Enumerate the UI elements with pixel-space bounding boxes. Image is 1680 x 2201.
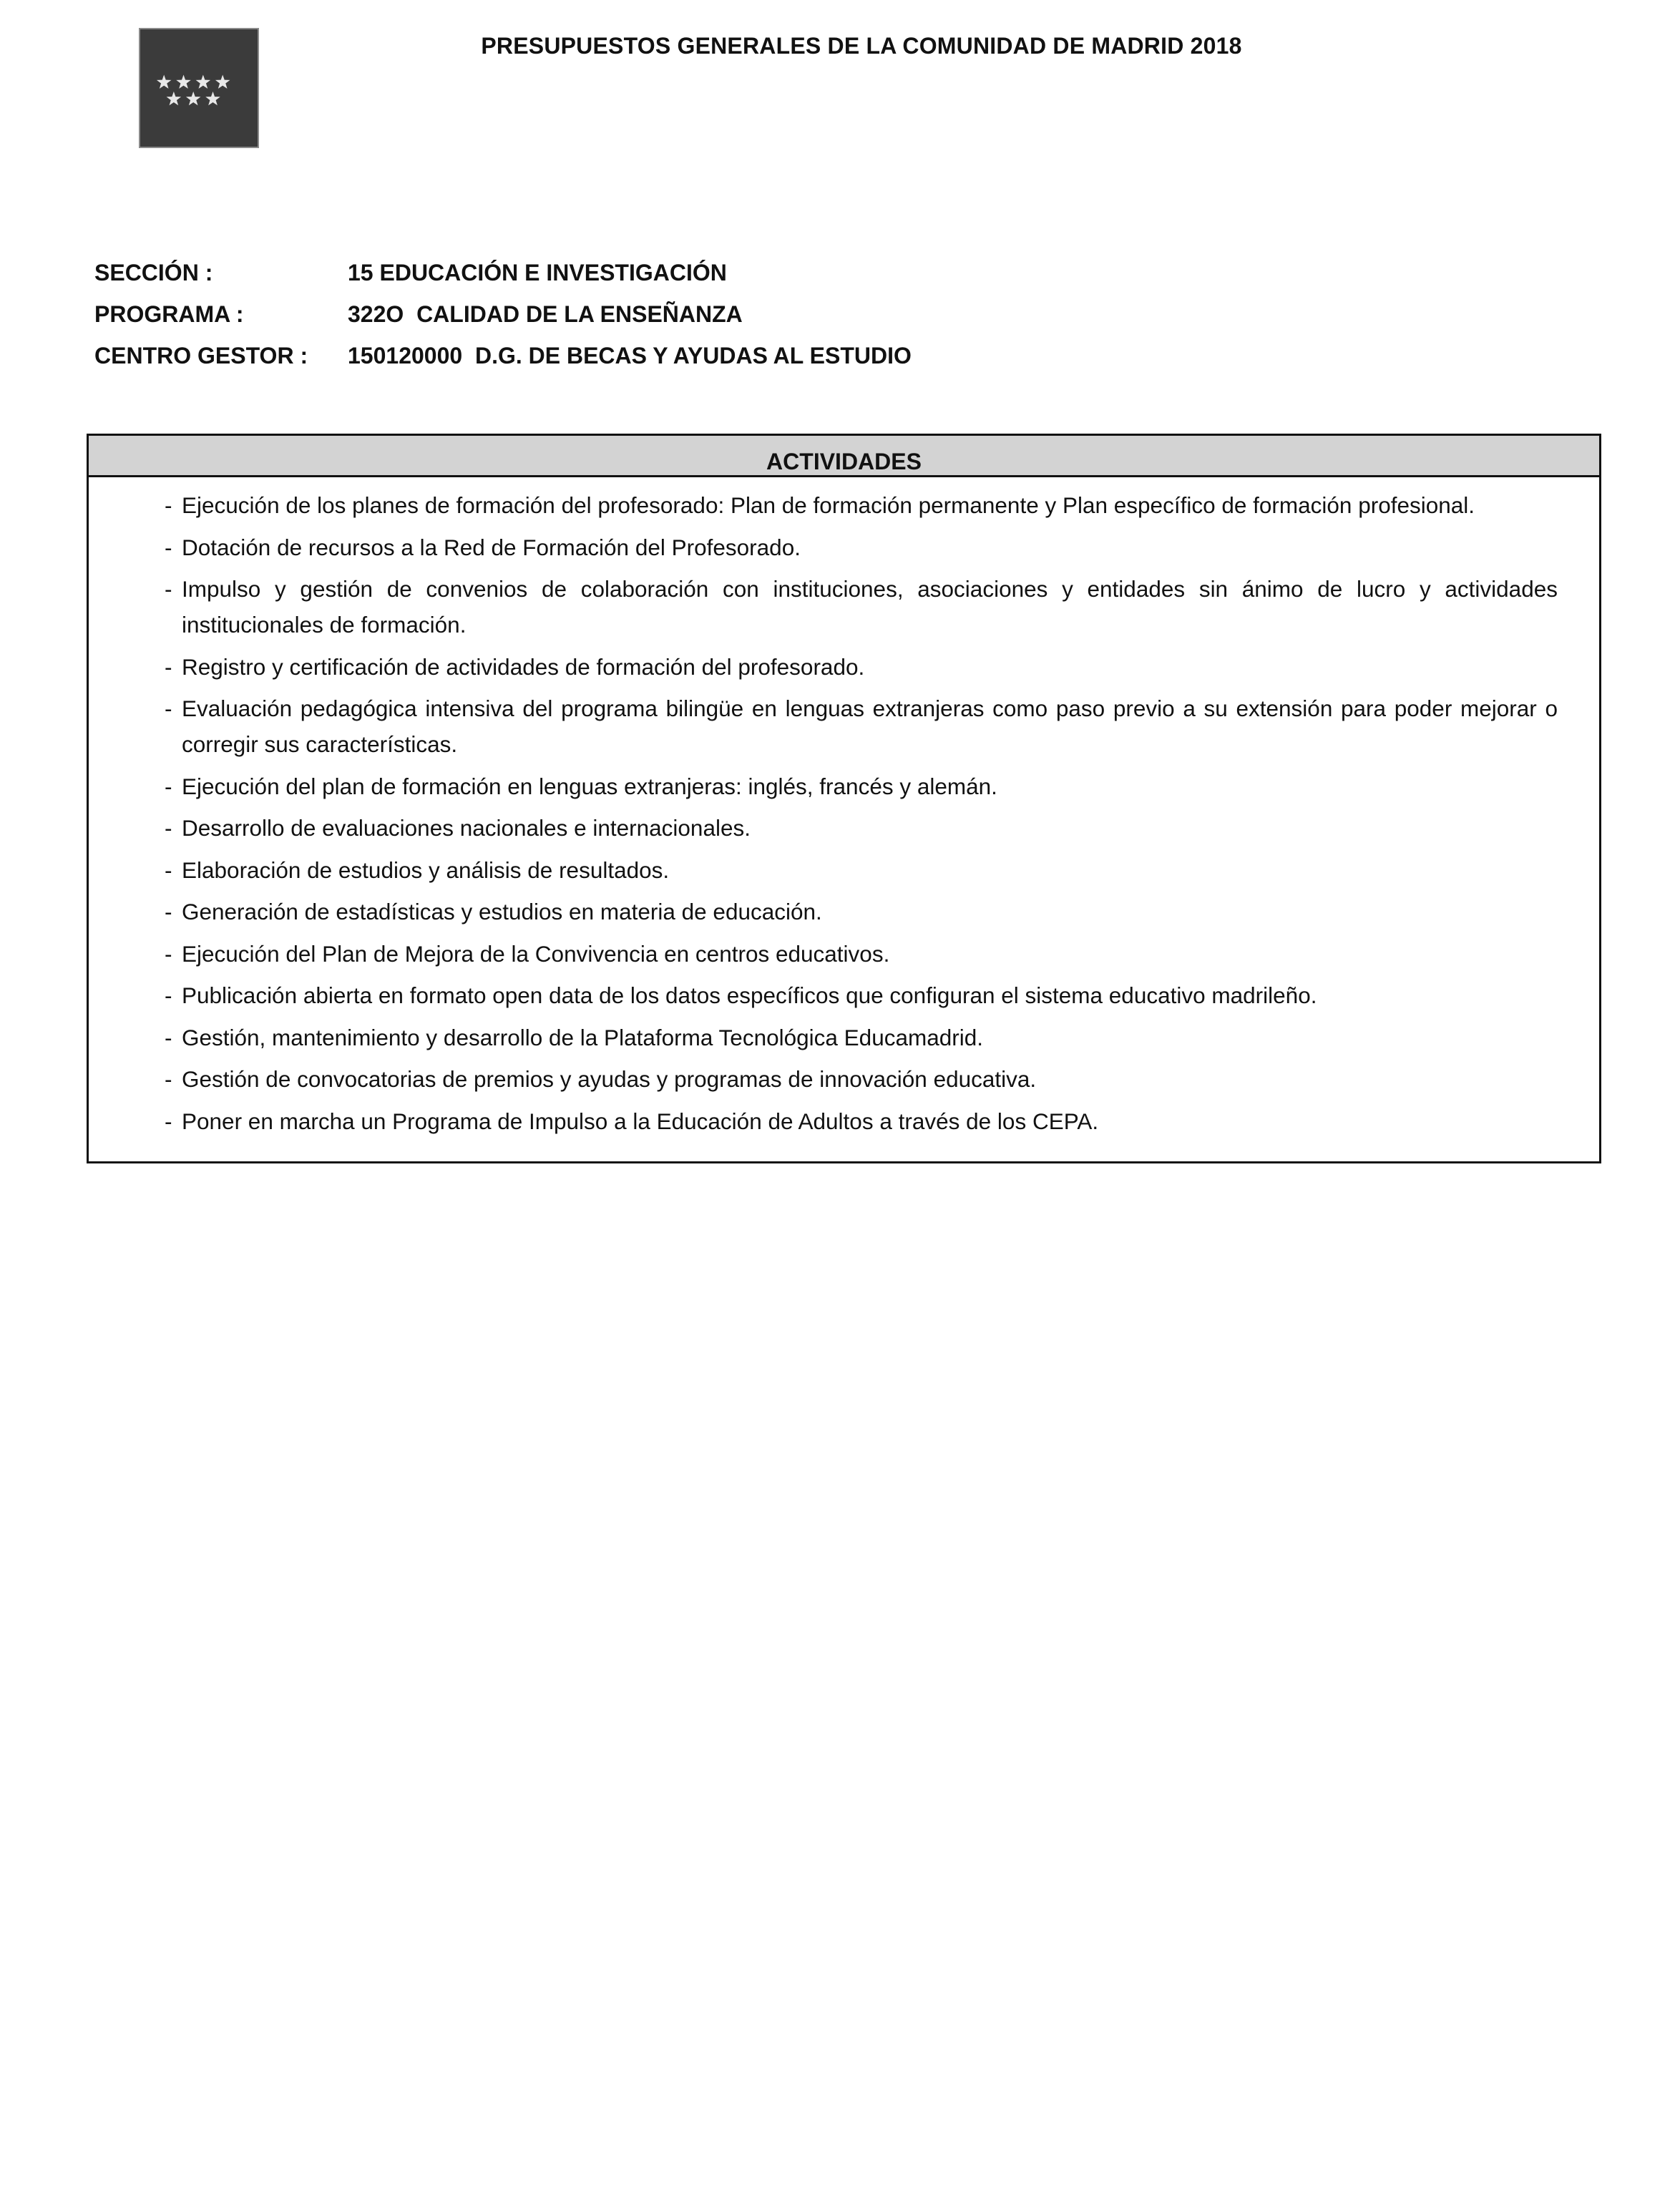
activity-item: - Impulso y gestión de convenios de colaboración con instituciones, asociaciones y entidades sin ánimo de lucro y actividades institucionales de formación. — [165, 571, 1558, 643]
activities-panel — [87, 434, 1601, 1163]
activity-item: - Poner en marcha un Programa de Impulso a la Educación de Adultos a través de los CEPA. — [165, 1103, 1558, 1139]
star-icon — [176, 74, 191, 88]
meta-row-seccion — [94, 252, 912, 293]
stars-group — [157, 74, 230, 105]
activity-item: - Gestión de convocatorias de premios y ayudas y programas de innovación educativa. — [165, 1061, 1558, 1097]
page-title-text: PRESUPUESTOS GENERALES DE LA COMUNIDAD DE MADRID 2018 — [481, 33, 1242, 59]
star-icon — [186, 92, 201, 105]
meta-value: 150120000 D.G. DE BECAS Y AYUDAS AL ESTUDIO — [348, 342, 912, 369]
activities-list — [89, 477, 1599, 1139]
meta-label: PROGRAMA : — [94, 301, 244, 327]
activity-item: - Ejecución de los planes de formación del profesorado: Plan de formación permanente y Plan específico de formación profesional. — [165, 487, 1558, 523]
page-title — [0, 33, 1680, 59]
activity-item: - Elaboración de estudios y análisis de resultados. — [165, 852, 1558, 888]
star-icon — [157, 74, 172, 88]
activity-item: - Publicación abierta en formato open data de los datos específicos que configuran el sistema educativo madrileño. — [165, 977, 1558, 1013]
activity-item: - Dotación de recursos a la Red de Formación del Profesorado. — [165, 529, 1558, 565]
activity-item: - Desarrollo de evaluaciones nacionales e internacionales. — [165, 810, 1558, 846]
activity-item: - Ejecución del plan de formación en lenguas extranjeras: inglés, francés y alemán. — [165, 768, 1558, 804]
star-icon — [196, 74, 211, 88]
meta-value: 322O CALIDAD DE LA ENSEÑANZA — [348, 301, 743, 327]
activity-item: - Generación de estadísticas y estudios en materia de educación. — [165, 894, 1558, 929]
star-icon — [205, 92, 220, 105]
meta-row-programa — [94, 293, 912, 335]
meta-row-centro-gestor — [94, 335, 912, 376]
activity-item: - Evaluación pedagógica intensiva del programa bilingüe en lenguas extranjeras como paso previo a su extensión para poder mejorar o corregir sus características. — [165, 690, 1558, 762]
meta-label: CENTRO GESTOR : — [94, 342, 308, 369]
star-icon — [215, 74, 230, 88]
activities-header: ACTIVIDADES — [89, 436, 1599, 477]
budget-metadata — [94, 252, 912, 376]
activity-item: - Registro y certificación de actividades de formación del profesorado. — [165, 649, 1558, 685]
activity-item: - Gestión, mantenimiento y desarrollo de la Plataforma Tecnológica Educamadrid. — [165, 1020, 1558, 1055]
activity-item: - Ejecución del Plan de Mejora de la Convivencia en centros educativos. — [165, 936, 1558, 972]
meta-value: 15 EDUCACIÓN E INVESTIGACIÓN — [348, 259, 727, 286]
meta-label: SECCIÓN : — [94, 259, 213, 286]
star-icon — [167, 92, 182, 105]
